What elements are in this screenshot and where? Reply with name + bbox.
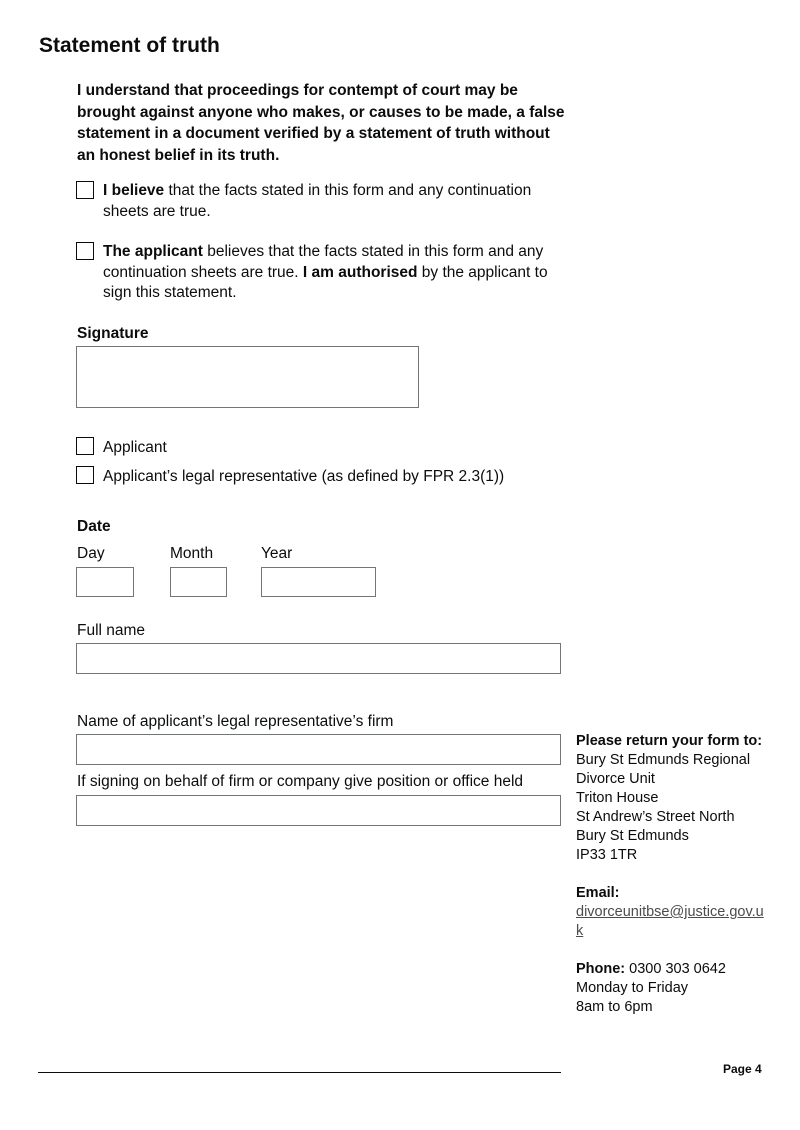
belief-self-text: I believe that the facts stated in this form and any continuation sheets are true. [103,182,532,220]
address-line: Bury St Edmunds [576,828,689,844]
phone-number: 0300 303 0642 [629,961,726,977]
footer-divider [38,1072,561,1073]
day-label: Day [77,545,105,562]
belief-applicant-text: The applicant believes that the facts stated in this form and any continuation sheets are true. I am authorised by the applicant to sign this statement. [103,243,548,301]
position-label: If signing on behalf of firm or company give position or office held [77,773,524,790]
full-name-input[interactable] [76,643,561,674]
year-label: Year [261,545,293,562]
address-line: Bury St Edmunds Regional [576,752,751,768]
firm-name-input[interactable] [76,734,561,765]
full-name-label: Full name [77,622,146,639]
signatory-legal-rep-checkbox[interactable] [76,466,94,484]
month-label: Month [170,545,214,562]
address-line: IP33 1TR [576,847,638,863]
address-line: Triton House [576,790,659,806]
belief-option-applicant[interactable] [76,242,561,304]
belief-applicant-checkbox[interactable] [76,242,94,260]
opening-days: Monday to Friday [576,980,689,996]
contempt-warning: I understand that proceedings for contempt of court may be brought against anyone who makes, or causes to be made, a false statement in a document verified by a statement of truth without an honest belief in its truth. [77,82,565,164]
page-number: Page 4 [723,1062,762,1076]
return-info [576,732,776,1017]
firm-name-label: Name of applicant’s legal representative’s firm [77,713,394,730]
signature-field[interactable] [76,346,419,408]
signatory-applicant-checkbox[interactable] [76,437,94,455]
month-input[interactable] [170,567,227,597]
phone-label: Phone: [576,961,626,977]
belief-option-self[interactable] [76,181,561,222]
belief-self-checkbox[interactable] [76,181,94,199]
phone-line [576,960,776,979]
position-input[interactable] [76,795,561,826]
date-label: Date [77,518,111,535]
year-input[interactable] [261,567,376,597]
address-line: Divorce Unit [576,771,655,787]
page-title: Statement of truth [39,34,220,57]
signatory-legal-rep-label: Applicant’s legal representative (as defined by FPR 2.3(1)) [103,468,505,485]
email-link[interactable]: divorceunitbse@justice.gov.uk [576,904,764,939]
email-label: Email: [576,885,620,901]
opening-hours: 8am to 6pm [576,999,653,1015]
signatory-applicant[interactable] [76,437,561,459]
address-line: St Andrew’s Street North [576,809,735,825]
day-input[interactable] [76,567,134,597]
signatory-legal-rep[interactable] [76,466,576,488]
signatory-applicant-label: Applicant [103,439,167,456]
signature-label: Signature [77,325,149,342]
return-heading: Please return your form to: [576,733,763,749]
